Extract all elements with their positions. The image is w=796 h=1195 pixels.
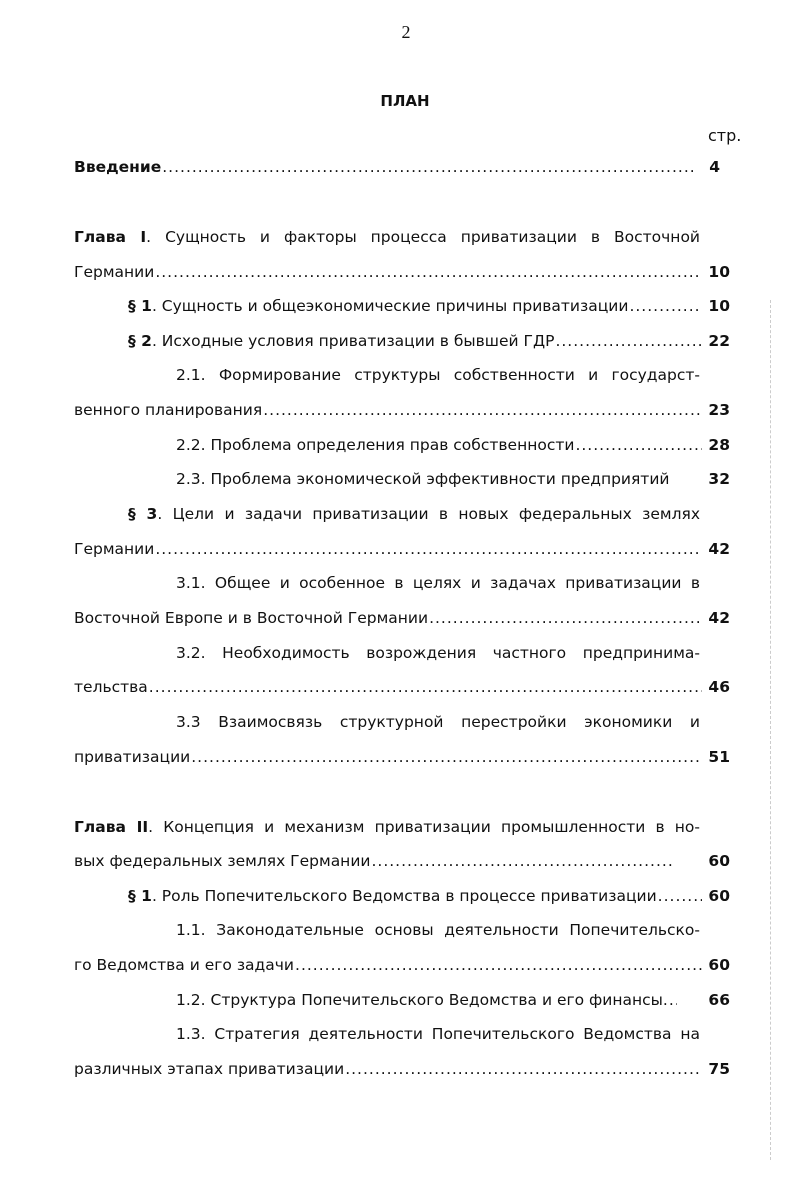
- toc-sub-1-1-line1[interactable]: 1.1. Законодательные основы деятельности Попечительско-: [176, 921, 700, 939]
- leader-dots: [629, 297, 702, 315]
- entry-prefix: § 3: [128, 505, 158, 523]
- entry-text: Германии: [74, 540, 155, 558]
- leader-dots: [658, 887, 703, 905]
- toc-sub-3-2[interactable]: [74, 678, 730, 700]
- toc-section-2-1[interactable]: [128, 887, 730, 909]
- entry-text: . Цели и задачи приватизации в новых федеральных землях: [157, 505, 700, 523]
- page-ref: 32: [708, 470, 730, 488]
- toc-sub-3-2-line1[interactable]: 3.2. Необходимость возрождения частного предпринима-: [176, 644, 700, 662]
- page-ref: 51: [708, 748, 730, 766]
- leader-dots: [155, 540, 702, 558]
- toc-section-1-3-line1[interactable]: [128, 505, 700, 527]
- page-ref: 66: [708, 991, 730, 1009]
- entry-text: . Исходные условия приватизации в бывшей ГДР: [151, 332, 555, 350]
- toc-sub-1-3-line1[interactable]: 1.3. Стратегия деятельности Попечительского Ведомства на: [176, 1025, 700, 1043]
- toc-section-1-3[interactable]: [74, 540, 730, 562]
- toc-sub-3-3-line1[interactable]: 3.3 Взаимосвязь структурной перестройки экономики и: [176, 713, 700, 731]
- entry-text: тельства: [74, 678, 148, 696]
- page-ref: 28: [708, 436, 730, 454]
- entry-prefix: Введение: [74, 158, 162, 176]
- entry-text: . Концепция и механизм приватизации промышленности в но-: [148, 818, 701, 836]
- entry-text: 2.2. Проблема определения прав собственности: [176, 436, 575, 454]
- toc-section-1-2[interactable]: [128, 332, 730, 354]
- page-ref: 42: [708, 609, 730, 627]
- page-ref: 22: [708, 332, 730, 350]
- leader-dots: [191, 748, 702, 766]
- entry-text: Германии: [74, 263, 155, 281]
- entry-text: . Роль Попечительского Ведомства в процессе приватизации: [151, 887, 657, 905]
- page-title: ПЛАН: [380, 92, 430, 110]
- leader-dots: [263, 401, 702, 419]
- page-ref: 23: [708, 401, 730, 419]
- entry-prefix: Глава I: [74, 228, 147, 246]
- entry-text: го Ведомства и его задачи: [74, 956, 295, 974]
- page-ref: 42: [708, 540, 730, 558]
- toc-sub-1-3[interactable]: [74, 1060, 730, 1082]
- scan-edge-divider: [770, 300, 772, 1160]
- toc-sub-3-1[interactable]: [74, 609, 730, 631]
- toc-chapter-2[interactable]: [74, 852, 730, 874]
- entry-text: венного планирования: [74, 401, 263, 419]
- leader-dots: [555, 332, 702, 350]
- entry-text: приватизации: [74, 748, 191, 766]
- entry-prefix: § 2: [128, 332, 152, 350]
- toc-sub-1-1[interactable]: [74, 956, 730, 978]
- toc-sub-2-1-line1[interactable]: 2.1. Формирование структуры собственности и государст-: [176, 366, 700, 384]
- entry-text: 1.2. Структура Попечительского Ведомства и его финансы: [176, 991, 663, 1009]
- toc-chapter-1[interactable]: [74, 263, 730, 285]
- toc-sub-2-3[interactable]: [176, 470, 730, 492]
- leader-dots: [295, 956, 702, 974]
- leader-dots: [345, 1060, 702, 1078]
- page-ref: 46: [708, 678, 730, 696]
- toc-sub-2-2[interactable]: [176, 436, 730, 458]
- toc-sub-3-3[interactable]: [74, 748, 730, 770]
- leader-dots: [162, 158, 694, 176]
- toc-sub-1-2[interactable]: [176, 991, 730, 1013]
- leader-dots: [371, 852, 672, 870]
- entry-text: различных этапах приватизации: [74, 1060, 345, 1078]
- toc-section-1-1[interactable]: [128, 297, 730, 319]
- entry-text: вых федеральных землях Германии: [74, 852, 371, 870]
- toc-entry-introduction[interactable]: [74, 158, 720, 180]
- entry-text: . Сущность и общеэкономические причины приватизации: [151, 297, 629, 315]
- pages-column-label: стр.: [708, 126, 742, 145]
- page-ref: 10: [708, 263, 730, 281]
- page-ref: 4: [709, 158, 720, 176]
- leader-dots: [429, 609, 702, 627]
- leader-dots: [149, 678, 703, 696]
- page-ref: 75: [708, 1060, 730, 1078]
- page-ref: 10: [708, 297, 730, 315]
- entry-prefix: § 1: [128, 297, 152, 315]
- toc-sub-3-1-line1[interactable]: 3.1. Общее и особенное в целях и задачах приватизации в: [176, 574, 700, 592]
- leader-dots: [663, 991, 677, 1009]
- entry-prefix: § 1: [128, 887, 152, 905]
- page-number: 2: [401, 22, 411, 42]
- entry-prefix: Глава II: [74, 818, 149, 836]
- toc-chapter-2-line1[interactable]: [74, 818, 700, 840]
- leader-dots: [575, 436, 702, 454]
- page-ref: 60: [708, 852, 730, 870]
- entry-text: . Сущность и факторы процесса приватизации в Восточной: [146, 228, 701, 246]
- page-ref: 60: [708, 956, 730, 974]
- leader-dots: [155, 263, 702, 281]
- entry-text: 2.3. Проблема экономической эффективности предприятий: [176, 470, 670, 488]
- page-ref: 60: [708, 887, 730, 905]
- toc-sub-2-1[interactable]: [74, 401, 730, 423]
- entry-text: Восточной Европе и в Восточной Германии: [74, 609, 429, 627]
- toc-chapter-1-line1[interactable]: [74, 228, 700, 250]
